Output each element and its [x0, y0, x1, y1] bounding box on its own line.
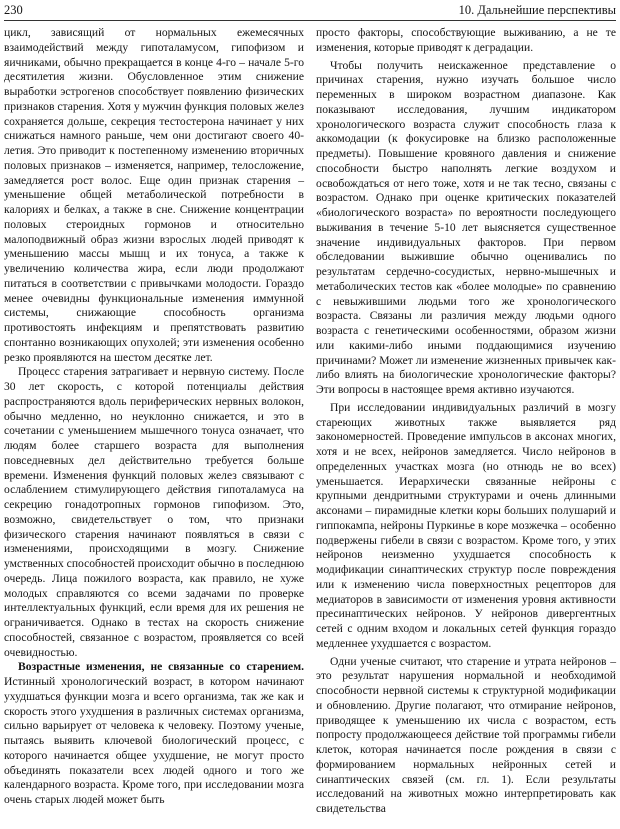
right-paragraph-3: При исследовании индивидуальных различий в мозгу стареющих животных также выявляется ряд закономерностей. Проведение импульсов в аксонах многих, хотя и не всех, нейронов замедляется. Число нейронов в определенных участках мозга (но отнюдь не во всех) уменьшается. Иерархически связанные нейроны с крупными дендритными структурами и очень длинными аксонами – пирамидные клетки коры больших полушарий и гиппокампа, нейроны Пуркинье в коре мозжечка – особенно подвержены гибели в связи с возрастом. Кроме того, у этих нейронов неизменно ухудшается способность к модификации синаптических структур после повреждения или к изменению числа поверхностных рецепторов для медиаторов в зависимости от изменения уровня активности пресинаптических нейронов. У нейронов дивергентных сетей с одним входом и локальных сетей функция гораздо медленнее ухудшается с возрастом. — [316, 400, 616, 650]
left-paragraph-3-body: Истинный хронологический возраст, в котором начинают ухудшаться функции мозга и всего организма, так же как и скорость этого ухудшения в различных системах организма, сильно варьирует от человека к человеку. Поэтому ученые, пытаясь выявить ключевой биологический процесс, с которого начинается общее ухудшение, не могут просто объединять показатели всех людей одного и того же календарного возраста. Кроме того, при исследовании мозга очень старых людей может быть — [4, 675, 304, 806]
page-number: 230 — [4, 3, 23, 17]
section-heading: Возрастные изменения, не связанные со старением. — [18, 660, 304, 674]
right-paragraph-4: Одни ученые считают, что старение и утрата нейронов – это результат нарушения нормальной и необходимой способности нервной системы к структурной модификации и обновлению. Другие полагают, что отмирание нейронов, приводящее к уменьшению их числа с возрастом, есть попросту продолжающееся действие той программы гибели клеток, которая начинается после рождения в связи с формированием нормальных нейронных сетей и синаптических связей (см. гл. 1). Если результаты исследований на животных можно интерпретировать как свидетельства — [316, 654, 616, 815]
left-column — [4, 26, 304, 808]
right-paragraph-1: просто факторы, способствующие выживанию, а не те изменения, которые приводят к деградации. — [316, 26, 616, 54]
running-title: 10. Дальнейшие перспективы — [458, 3, 616, 17]
right-column — [316, 26, 616, 817]
left-paragraph-2: Процесс старения затрагивает и нервную систему. После 30 лет скорость, с которой потенциалы действия распространяются вдоль периферических нервных волокон, обычно медленно, но неуклонно снижается, и это в сочетании с уменьшением мышечного тонуса означает, что людям более старшего возраста для выполнения повседневных дел действительно требуется больше времени. Изменения функций половых желез связывают с ослаблением стимулирующего действия гипоталамуса на секрецию гонадотропных гормонов гипофизом. Это, возможно, свидетельствует о том, что признаки физического старения начинают появляться в связи с изменениями, происходящими в мозгу. Снижение умственных способностей происходит обычно в последнюю очередь. Лица пожилого возраста, как правило, не хуже молодых справляются со всеми задачами по проверке интеллектуальных функций, если время для их решения не ограничивается. Однако в тестах на скорость снижение способностей, связанное с возрастом, проявляется со всей очевидностью. — [4, 365, 304, 659]
right-paragraph-2: Чтобы получить неискаженное представление о причинах старения, нужно изучать большое число переменных в широком возрастном диапазоне. Как показывают исследования, лучшим индикатором хронологического возраста служит способность глаза к аккомодации (к фокусировке на близко расположенные предметы). Повышение кровяного давления и снижение способности быстро наполнять легкие воздухом и освобождаться от него тоже, хотя и не так тесно, связаны с возрастом. Однако при оценке критических показателей «биологического возраста» по вероятности последующего выживания в течение 5-10 лет выясняется существенное значение индивидуальных факторов. При первом обследовании выжившие обычно оценивались по результатам сердечно-сосудистых, нервно-мышечных и метаболических тестов как «более молодые» по сравнению с невыжившими людьми того же хронологического возраста. Связаны ли различия между людьми одного возраста с генетическими особенностями, образом жизни или какими-либо иными поддающимися изучению причинами? Может ли изменение жизненных привычек как-либо влиять на биологические хронологические факторы? Эти вопросы в настоящее время активно изучаются. — [316, 58, 616, 396]
left-paragraph-1: цикл, зависящий от нормальных ежемесячных взаимодействий между гипоталамусом, гипофизом и яичниками, обычно прекращается в конце 4-го – начале 5-го десятилетия жизни. Обусловленное этим снижение выработки эстрогенов способствует появлению физических признаков старения. Хотя у мужчин функция половых желез сохраняется дольше, секреция тестостерона начинает у них снижаться намного раньше, чем они достигают своего 40-летия. Это приводит к постепенному изменению вторичных половых признаков – изменяется, например, телосложение, замедляется рост волос. Еще один признак старения – уменьшение общей метаболической потребности в калориях и белках, а также в сне. Снижение концентрации половых стероидных гормонов и относительно малоподвижный образ жизни взрослых людей приводят к уменьшению массы мышц и их тонуса, а также к увеличению количества жира, если люди продолжают питаться в соответствии с привычками молодости. Гораздо менее очевидны функциональные изменения иммунной системы, снижающие способность организма противостоять инфекциям и препятствовать развитию спонтанно возникающих опухолей; эти изменения особенно резко проявляются на шестом десятке лет. — [4, 26, 304, 364]
left-paragraph-3 — [4, 660, 304, 808]
header-rule — [4, 20, 616, 21]
page-header — [4, 0, 616, 22]
